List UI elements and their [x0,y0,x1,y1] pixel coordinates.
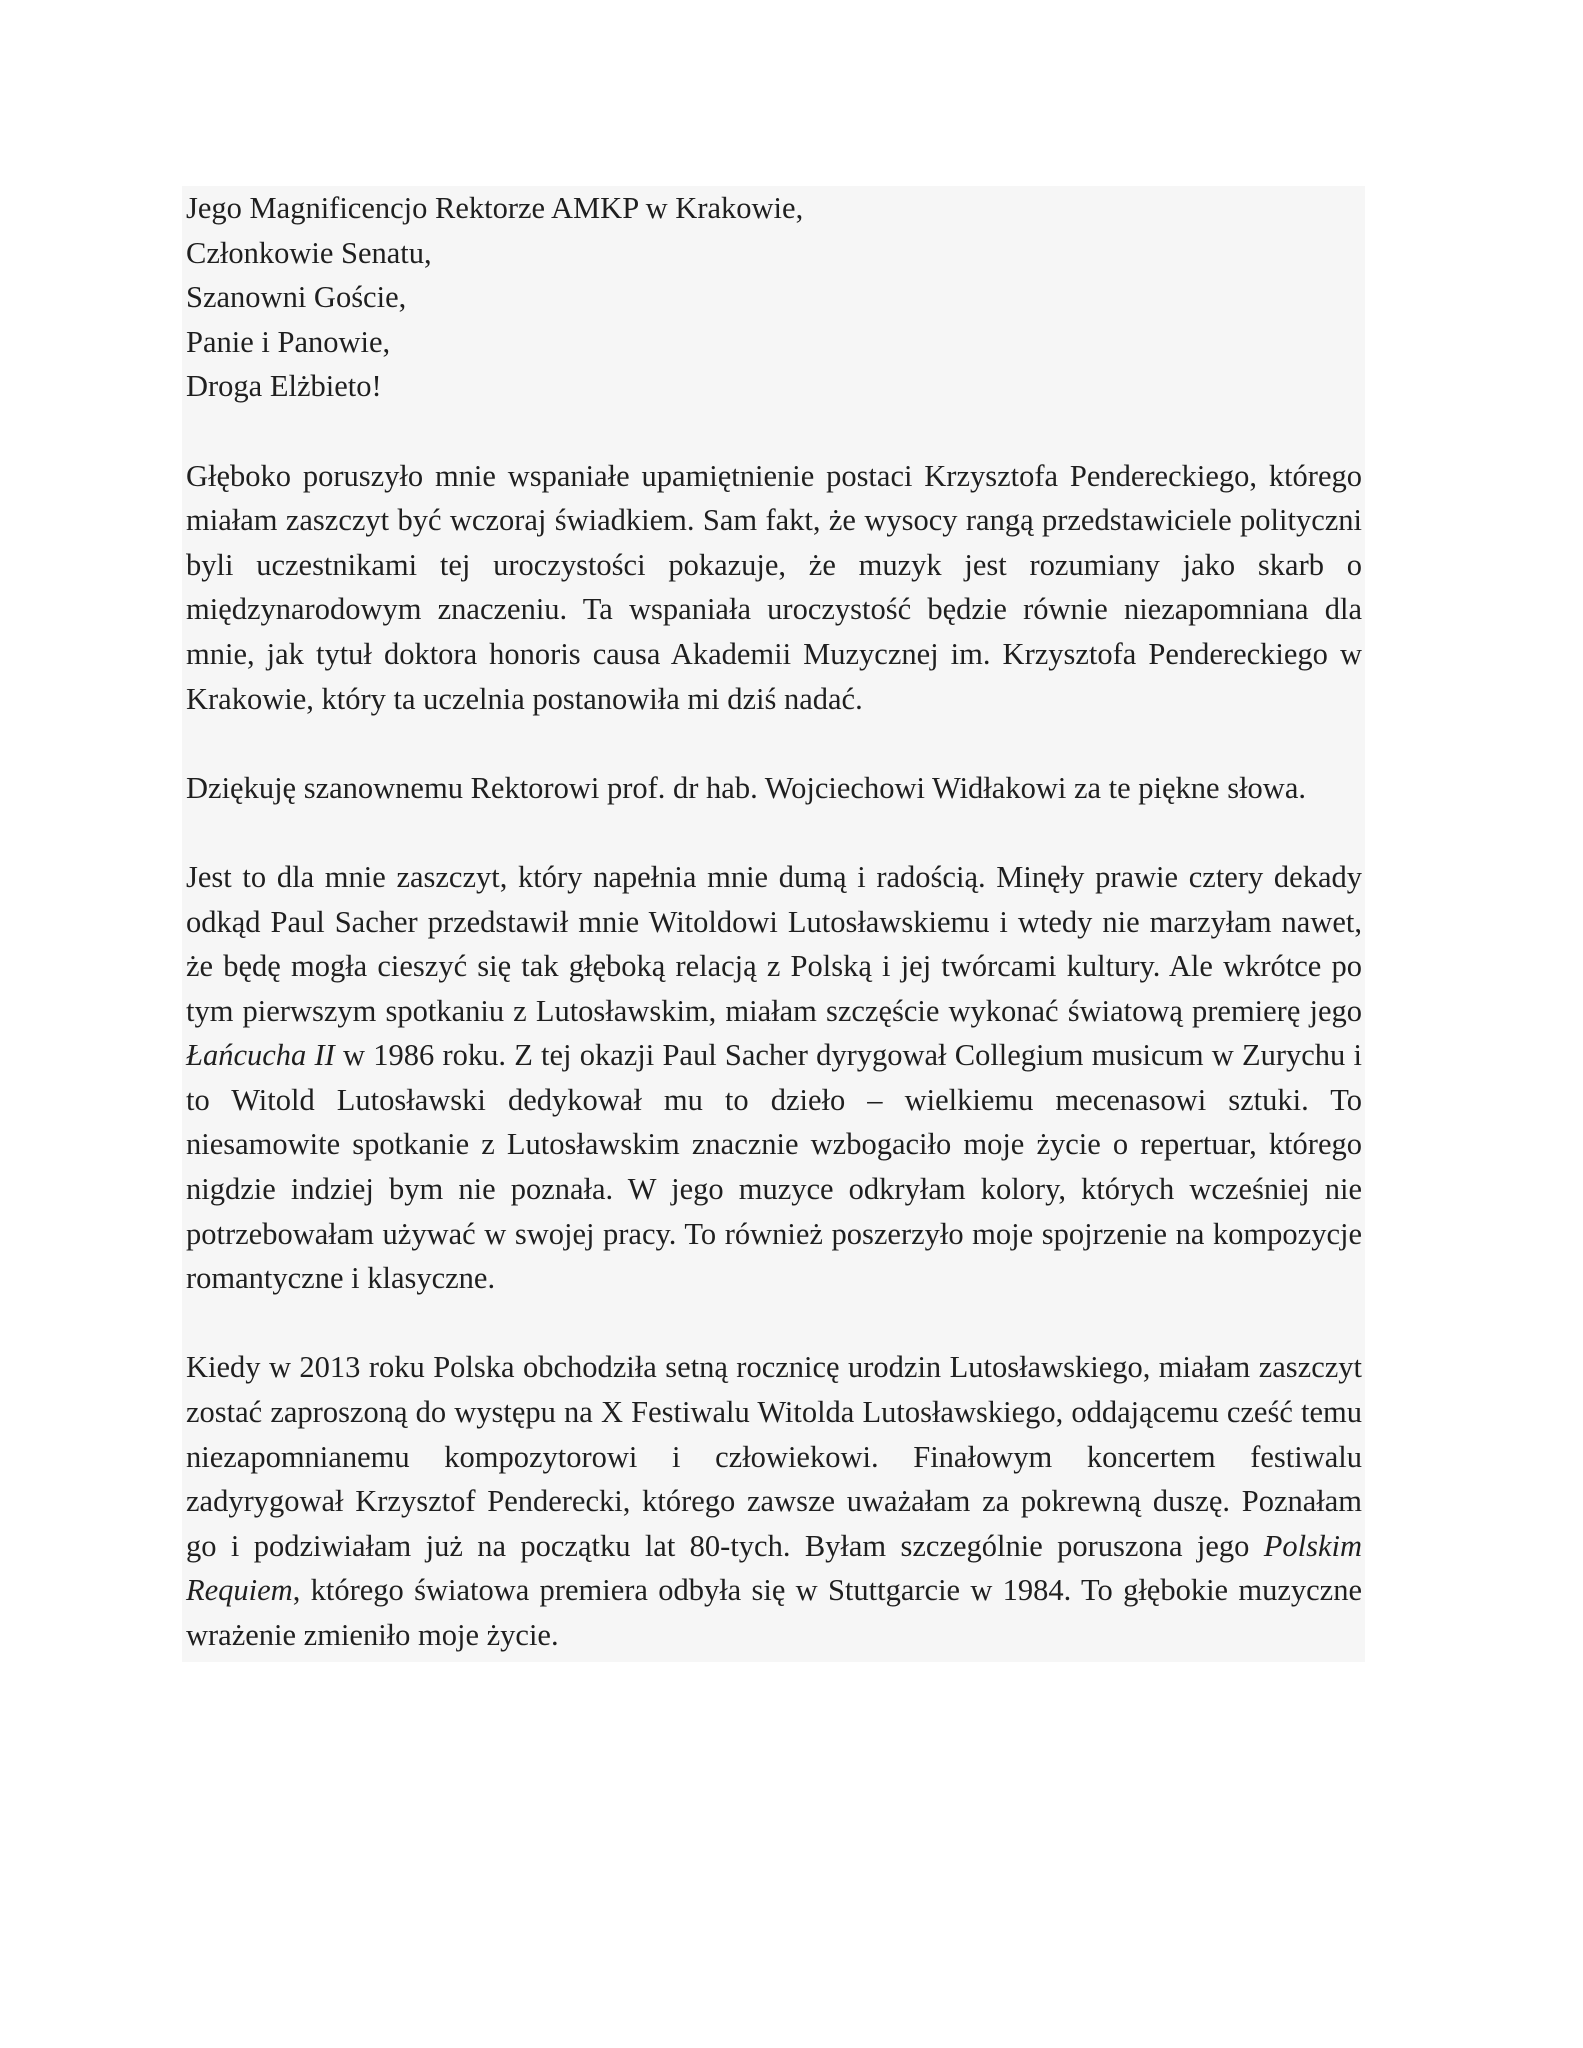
paragraph-text: , którego światowa premiera odbyła się w Stuttgarcie w 1984. To głębokie muzyczne wrażenie zmieniło moje życie. [186,1573,1362,1652]
salutation-line: Członkowie Senatu, [186,235,432,270]
work-title-italic: Polskim Requiem [186,1528,1362,1608]
paragraph-text: w 1986 roku. Z tej okazji Paul Sacher dyrygował Collegium musicum w Zurychu i to Witold Lutosławski dedykował mu to dzieło – wielkiemu mecenasowi sztuki. To niesamowite spotkanie z Lutosławskim znacznie wzbogaciło moje życie o repertuar, którego nigdzie indziej bym nie poznała. W jego muzyce odkryłam kolory, których wcześniej nie potrzebowałam używać w swojej pracy. To również poszerzyło moje spojrzenie na kompozycje romantyczne i klasyczne. [186,1038,1362,1296]
salutation-line: Szanowni Goście, [186,280,407,315]
salutation-line: Panie i Panowie, [186,324,391,359]
paragraph-thanks: Dziękuję szanownemu Rektorowi prof. dr hab. Wojciechowi Widłakowi za te piękne słowa. [186,770,1306,805]
salutation-line: Jego Magnificencjo Rektorze AMKP w Krakowie, [186,191,804,225]
work-title-italic: Łańcucha II [186,1038,335,1073]
salutation-line: Droga Elżbieto! [186,369,382,404]
paragraph-commemoration: Głęboko poruszyło mnie wspaniałe upamiętnienie postaci Krzysztofa Pendereckiego, którego miałam zaszczyt być wczoraj świadkiem. Sam fakt, że wysocy rangą przedstawiciele polityczni byli uczestnikami tej uroczystości pokazuje, że muzyk jest rozumiany jako skarb o międzynarodowym znaczeniu. Ta wspaniała uroczystość będzie równie niezapomniana dla mnie, jak tytuł doktora honoris causa Akademii Muzycznej im. Krzysztofa Pendereckiego w Krakowie, który ta uczelnia postanowiła mi dziś nadać. [186,458,1362,716]
paragraph-lutoslawski [186,855,1362,1301]
paragraph-text: Jest to dla mnie zaszczyt, który napełnia mnie dumą i radością. Minęły prawie cztery dekady odkąd Paul Sacher przedstawił mnie Witoldowi Lutosławskiemu i wtedy nie marzyłam nawet, że będę mogła cieszyć się tak głęboką relacją z Polską i jej twórcami kultury. Ale wkrótce po tym pierwszym spotkaniu z Lutosławskim, miałam szczęście wykonać światową premierę jego [186,859,1362,1028]
salutation [186,186,1362,409]
speech-text-block [182,186,1365,1662]
paragraph-text: Kiedy w 2013 roku Polska obchodziła setną rocznicę urodzin Lutosławskiego, miałam zaszczyt zostać zaproszoną do występu na X Festiwalu Witolda Lutosławskiego, oddającemu cześć temu niezapomnianemu kompozytorowi i człowiekowi. Finałowym koncertem festiwalu zadyrygował Krzysztof Penderecki, którego zawsze uważałam za pokrewną duszę. Poznałam go i podziwiałam już na początku lat 80-tych. Byłam szczególnie poruszona jego [186,1350,1362,1563]
paragraph-festival [186,1345,1362,1661]
